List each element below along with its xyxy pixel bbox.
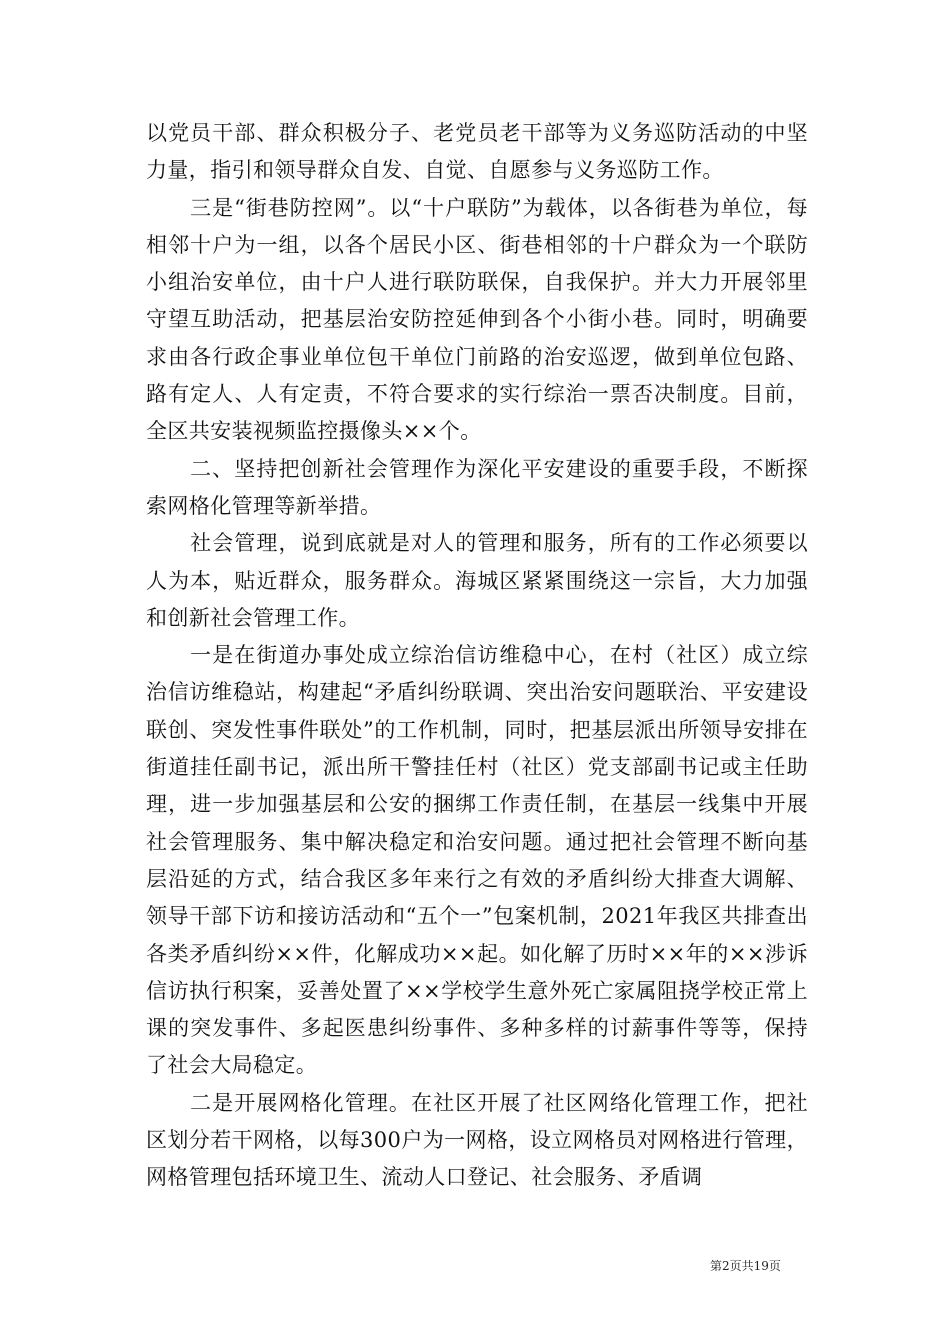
paragraph-6: 二是开展网格化管理。在社区开展了社区网络化管理工作，把社区划分若干网格，以每300户为一网格，设立网格员对网格进行管理，网格管理包括环境卫生、流动人口登记、社会服务、矛盾调: [146, 1090, 808, 1190]
paragraph-2: 三是“街巷防控网”。以“十户联防”为载体，以各街巷为单位，每相邻十户为一组，以各个居民小区、街巷相邻的十户群众为一个联防小组治安单位，由十户人进行联防联保，自我保护。并大力开展邻里守望互助活动，把基层治安防控延伸到各个小街小巷。同时，明确要求由各行政企事业单位包干单位门前路的治安巡逻，做到单位包路、路有定人、人有定责，不符合要求的实行综治一票否决制度。目前，全区共安装视频监控摄像头××个。: [146, 195, 808, 444]
paragraph-1: 以党员干部、群众积极分子、老党员老干部等为义务巡防活动的中坚力量，指引和领导群众自发、自觉、自愿参与义务巡防工作。: [146, 121, 808, 183]
paragraph-3: 二、坚持把创新社会管理作为深化平安建设的重要手段，不断探索网格化管理等新举措。: [146, 456, 808, 518]
paragraph-4: 社会管理，说到底就是对人的管理和服务，所有的工作必须要以人为本，贴近群众，服务群众。海城区紧紧围绕这一宗旨，大力加强和创新社会管理工作。: [146, 531, 808, 630]
page-number-footer: 第2页共19页: [710, 1259, 781, 1273]
document-body: [146, 115, 808, 1197]
paragraph-5: 一是在街道办事处成立综治信访维稳中心，在村（社区）成立综治信访维稳站，构建起“矛盾纠纷联调、突出治安问题联治、平安建设联创、突发性事件联处”的工作机制，同时，把基层派出所领导安排在街道挂任副书记，派出所干警挂任村（社区）党支部副书记或主任助理，进一步加强基层和公安的捆绑工作责任制，在基层一线集中开展社会管理服务、集中解决稳定和治安问题。通过把社会管理不断向基层沿延的方式，结合我区多年来行之有效的矛盾纠纷大排查大调解、领导干部下访和接访活动和“五个一”包案机制，2021年我区共排查出各类矛盾纠纷××件，化解成功××起。如化解了历时××年的××涉诉信访执行积案，妥善处置了××学校学生意外死亡家属阻挠学校正常上课的突发事件、多起医患纠纷事件、多种多样的讨薪事件等等，保持了社会大局稳定。: [146, 643, 808, 1078]
